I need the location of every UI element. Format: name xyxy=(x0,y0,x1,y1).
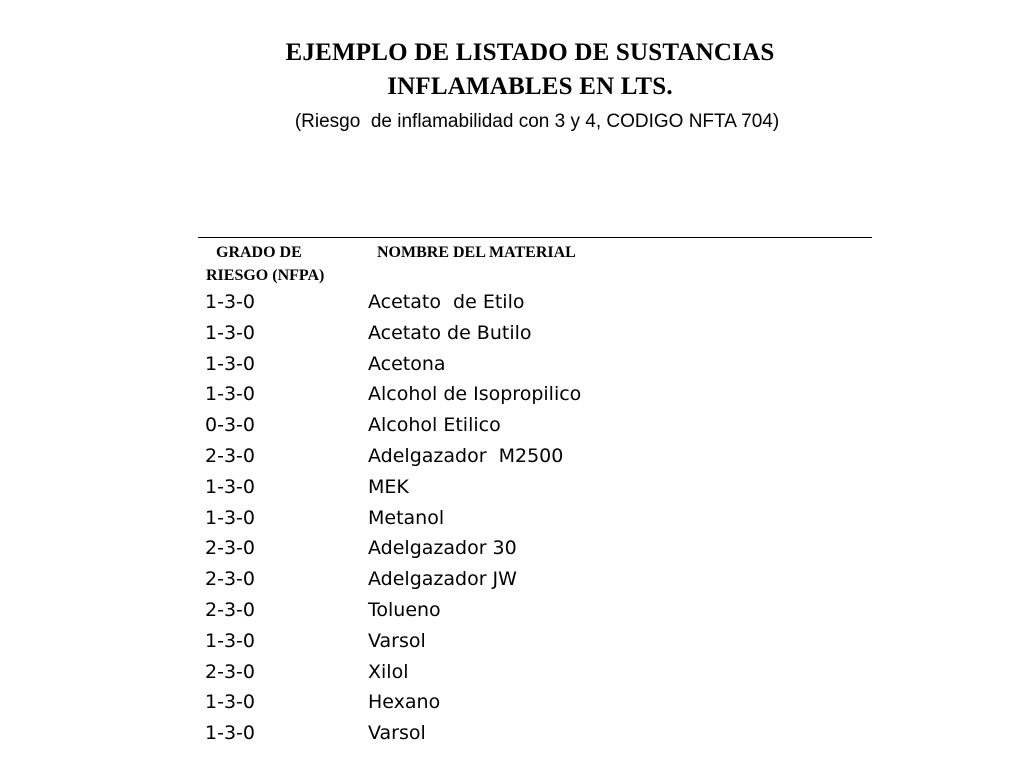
material-name: Acetato de Etilo xyxy=(368,291,525,313)
table-row xyxy=(205,349,865,380)
material-name: Alcohol Etilico xyxy=(368,414,501,437)
risk-code: 0-3-0 xyxy=(205,414,255,437)
table-row xyxy=(205,657,865,688)
material-name: Adelgazador M2500 xyxy=(368,444,564,467)
risk-code: 2-3-0 xyxy=(205,660,255,683)
material-name: Alcohol de Isopropilico xyxy=(368,383,582,406)
material-list xyxy=(205,287,865,749)
table-row xyxy=(205,533,865,564)
material-name: Xilol xyxy=(368,660,409,683)
material-name: Hexano xyxy=(368,691,441,714)
risk-code: 1-3-0 xyxy=(205,352,255,375)
table-row xyxy=(205,687,865,718)
table-row xyxy=(205,626,865,657)
table-row xyxy=(205,595,865,626)
table-row xyxy=(205,379,865,410)
risk-code: 1-3-0 xyxy=(205,722,255,745)
risk-code: 1-3-0 xyxy=(205,629,255,652)
page-subtitle: (Riesgo de inflamabilidad con 3 y 4, CODIGO NFTA 704) xyxy=(294,111,780,132)
risk-code: 1-3-0 xyxy=(205,321,255,344)
risk-code: 1-3-0 xyxy=(205,691,255,714)
material-name: Acetona xyxy=(368,352,446,375)
material-name: Varsol xyxy=(368,722,426,745)
material-name: Tolueno xyxy=(368,598,441,621)
table-row xyxy=(205,318,865,349)
risk-code: 2-3-0 xyxy=(205,568,255,591)
risk-code: 1-3-0 xyxy=(205,291,255,313)
column-header-grado-line-2: RIESGO (NFPA) xyxy=(206,267,325,284)
material-name: Acetato de Butilo xyxy=(368,321,532,344)
table-row xyxy=(205,718,865,749)
table-row xyxy=(205,287,865,318)
material-name: Metanol xyxy=(368,506,445,529)
material-name: MEK xyxy=(368,475,409,498)
risk-code: 2-3-0 xyxy=(205,537,255,560)
table-row xyxy=(205,503,865,534)
table-row xyxy=(205,441,865,472)
table-row xyxy=(205,564,865,595)
risk-code: 1-3-0 xyxy=(205,475,255,498)
material-name: Adelgazador 30 xyxy=(368,537,517,560)
risk-code: 1-3-0 xyxy=(205,506,255,529)
column-header-nombre: NOMBRE DEL MATERIAL xyxy=(377,244,576,261)
risk-code: 1-3-0 xyxy=(205,383,255,406)
material-name: Varsol xyxy=(368,629,426,652)
risk-code: 2-3-0 xyxy=(205,598,255,621)
page-title-line-2: INFLAMABLES EN LTS. xyxy=(387,73,673,100)
table-row xyxy=(205,472,865,503)
material-name: Adelgazador JW xyxy=(368,568,517,591)
table-top-rule xyxy=(198,237,872,238)
column-header-grado-line-1: GRADO DE xyxy=(216,244,302,261)
table-row xyxy=(205,410,865,441)
risk-code: 2-3-0 xyxy=(205,444,255,467)
page-title-line-1: EJEMPLO DE LISTADO DE SUSTANCIAS xyxy=(285,39,775,66)
